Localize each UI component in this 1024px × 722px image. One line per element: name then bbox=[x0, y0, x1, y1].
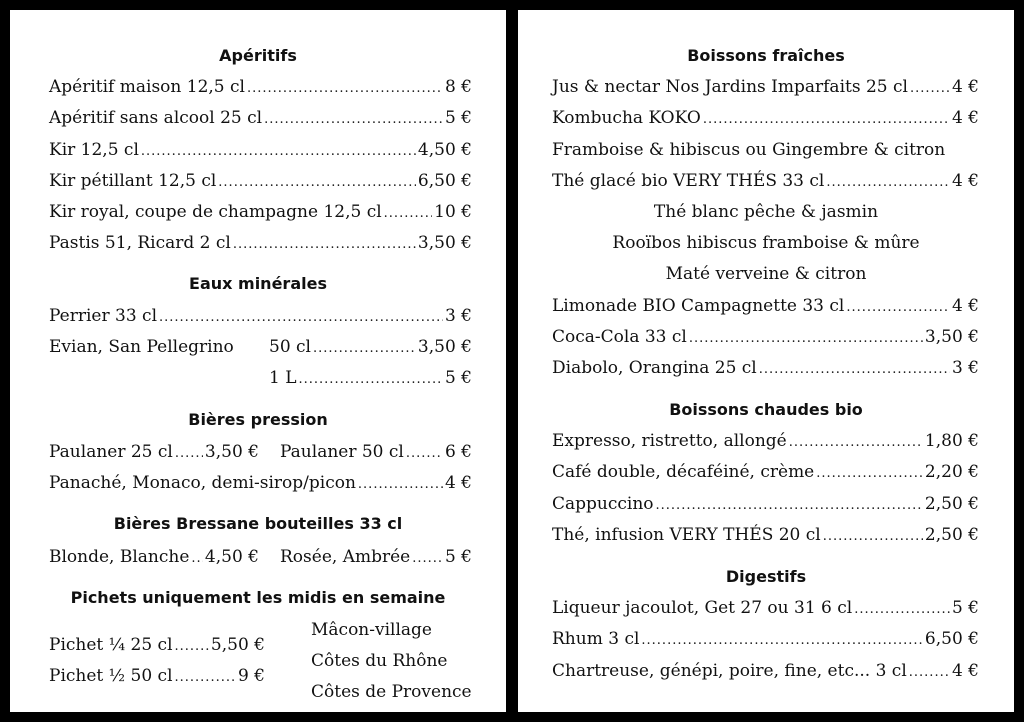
menu-item: Pichet ½ 50 cl ..... 9 € bbox=[49, 666, 265, 688]
menu-item: Thé, infusion VERY THÉS 20 cl ..... 2,50 € bbox=[552, 525, 979, 547]
menu-item: Cappuccino ..... 2,50 € bbox=[552, 494, 979, 516]
menu-item: Blonde, Blanche ..... 4,50 € bbox=[49, 547, 259, 569]
menu-item: Thé glacé bio VERY THÉS 33 cl ..... 4 € bbox=[552, 171, 979, 193]
menu-page-left bbox=[10, 10, 506, 712]
flavor-line: Thé blanc pêche & jasmin bbox=[653, 202, 879, 222]
menu-item: Panaché, Monaco, demi-sirop/picon ..... 4 € bbox=[49, 473, 472, 495]
menu-item: 50 cl ..... 3,50 € bbox=[269, 337, 472, 359]
menu-item: Expresso, ristretto, allongé ..... 1,80 € bbox=[552, 431, 979, 453]
menu-item: 1 L ..... 5 € bbox=[269, 368, 472, 390]
menu-item: Rhum 3 cl ..... 6,50 € bbox=[552, 629, 979, 651]
wine-option: Mâcon-village bbox=[311, 620, 432, 640]
menu-item: Kir royal, coupe de champagne 12,5 cl ..... 10 € bbox=[49, 202, 472, 224]
section-title-bieres-pression: Bières pression bbox=[188, 410, 328, 429]
section-title-pichets: Pichets uniquement les midis en semaine bbox=[70, 588, 446, 607]
flavor-line: Maté verveine & citron bbox=[665, 264, 867, 284]
wine-option: Côtes du Rhône bbox=[311, 651, 448, 671]
section-title-fraiches: Boissons fraîches bbox=[687, 46, 845, 65]
menu-item: Coca-Cola 33 cl ..... 3,50 € bbox=[552, 327, 979, 349]
menu-item: Diabolo, Orangina 25 cl ..... 3 € bbox=[552, 358, 979, 380]
section-title-aperitifs: Apéritifs bbox=[219, 46, 297, 65]
section-title-digestifs: Digestifs bbox=[725, 567, 807, 586]
wine-option: Côtes de Provence bbox=[311, 682, 472, 702]
menu-item: Rosée, Ambrée ..... 5 € bbox=[280, 547, 472, 569]
section-title-bieres-bouteilles: Bières Bressane bouteilles 33 cl bbox=[113, 514, 403, 533]
menu-item: Paulaner 25 cl ..... 3,50 € bbox=[49, 442, 259, 464]
menu-item: Limonade BIO Campagnette 33 cl ..... 4 € bbox=[552, 296, 979, 318]
section-title-chaudes: Boissons chaudes bio bbox=[669, 400, 863, 419]
menu-page-right bbox=[518, 10, 1014, 712]
menu-item: Chartreuse, génépi, poire, fine, etc... 3 cl ..... 4 € bbox=[552, 661, 979, 683]
menu-item: Perrier 33 cl ..... 3 € bbox=[49, 306, 472, 328]
menu-item: Pastis 51, Ricard 2 cl ..... 3,50 € bbox=[49, 233, 472, 255]
menu-item: Apéritif maison 12,5 cl ..... 8 € bbox=[49, 77, 472, 99]
menu-item: Jus & nectar Nos Jardins Imparfaits 25 cl ..... 4 € bbox=[552, 77, 979, 99]
flavor-line: Framboise & hibiscus ou Gingembre & citron bbox=[552, 140, 946, 160]
menu-item: Pichet ¼ 25 cl ..... 5,50 € bbox=[49, 635, 265, 657]
flavor-line: Rooïbos hibiscus framboise & mûre bbox=[612, 233, 920, 253]
menu-item: Paulaner 50 cl ..... 6 € bbox=[280, 442, 472, 464]
menu-item: Café double, décaféiné, crème ..... 2,20 € bbox=[552, 462, 979, 484]
menu-item-label: Evian, San Pellegrino bbox=[49, 337, 234, 357]
menu-item: Kombucha KOKO ..... 4 € bbox=[552, 108, 979, 130]
section-title-eaux: Eaux minérales bbox=[189, 274, 327, 293]
menu-item: Apéritif sans alcool 25 cl ..... 5 € bbox=[49, 108, 472, 130]
menu-item: Kir pétillant 12,5 cl ..... 6,50 € bbox=[49, 171, 472, 193]
menu-item: Kir 12,5 cl ..... 4,50 € bbox=[49, 140, 472, 162]
menu-item: Liqueur jacoulot, Get 27 ou 31 6 cl ..... 5 € bbox=[552, 598, 979, 620]
